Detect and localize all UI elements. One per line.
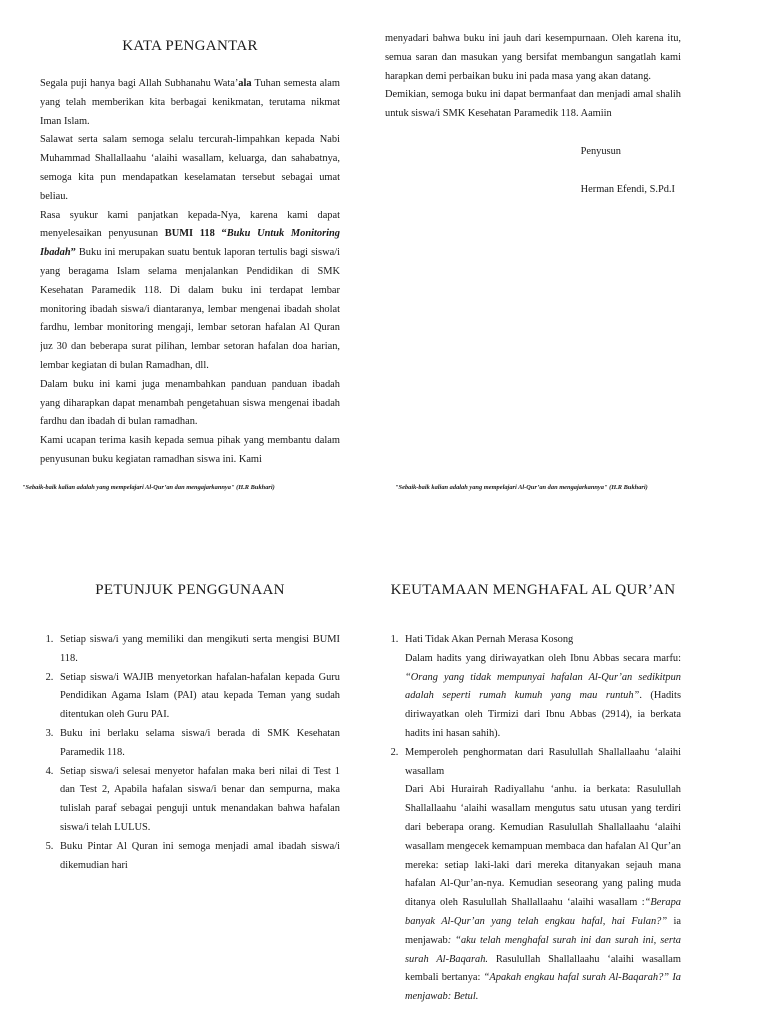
paragraph: menyadari bahwa buku ini jauh dari kesempurnaan. Oleh karena itu, semua saran dan masukan yang bersifat membangun sangatlah kami harapkan demi perbaikan buku ini pada masa yang akan datang. [385, 33, 681, 82]
list-item: 4. Setiap siswa/i selesai menyetor hafalan maka beri nilai di Test 1 dan Test 2, Apabila hafalan siswa/i benar dan sempurna, maka tulislah paraf sebagai penguji untuk menandakan bahwa hafalan siswa/i telah LULUS. [56, 763, 340, 838]
paragraph: Kami ucapan terima kasih kepada semua pihak yang membantu dalam penyusunan buku kegiatan ramadhan siswa ini. Kami [40, 435, 340, 465]
list-item: 2. Setiap siswa/i WAJIB menyetorkan hafalan-hafalan kepada Guru Pendidikan Agama Islam (PAI) atau kepada Teman yang sudah ditentukan oleh Guru PAI. [56, 669, 340, 725]
paragraph: Rasa syukur kami panjatkan kepada-Nya, karena kami dapat menyelesaikan penyusunan BUMI 118 “Buku Untuk Monitoring Ibadah” Buku ini merupakan suatu bentuk laporan tertulis bagi siswa/i yang beragama Islam selama menjalankan Pendidikan di SMK Kesehatan Paramedik 118. Di dalam buku ini terdapat lembar monitoring ibadah siswa/i diantaranya, lembar mengenai ibadah sholat fardhu, lembar monitoring mengaji, lembar setoran hafalan Al Quran juz 30 dan beberapa surat pilihan, lembar setoran hafalan doa harian, lembar kegiatan di bulan Ramadhan, dll. [40, 209, 340, 371]
page-petunjuk-penggunaan [40, 575, 340, 1015]
page-kata-pengantar [40, 30, 340, 500]
page-kata-pengantar-continued [385, 30, 681, 500]
paragraph: Demikian, semoga buku ini dapat bermanfaat dan menjadi amal shalih untuk siswa/i SMK Kesehatan Paramedik 118. Aamiin [385, 89, 681, 120]
page-keutamaan-menghafal [385, 575, 681, 1015]
list-item: 5. Buku Pintar Al Quran ini semoga menjadi amal ibadah siswa/i dikemudian hari [56, 838, 340, 876]
list-item: 1. Setiap siswa/i yang memiliki dan mengikuti serta mengisi BUMI 118. [56, 631, 340, 669]
signature-role: Penyusun [580, 145, 621, 157]
page-footer-quote: "Sebaik-baik kalian adalah yang mempelajari Al-Qur’an dan mengajarkannya" (H.R Bukhari) [395, 484, 648, 491]
page-title: PETUNJUK PENGGUNAAN [95, 582, 285, 598]
list-item-body: Dalam hadits yang diriwayatkan oleh Ibnu Abbas secara marfu: “Orang yang tidak mempunyai hafalan Al-Qur’an sedikitpun adalah seperti rumah kumuh yang mau runtuh”. (Hadits diriwayatkan oleh Tirmizi dari Ibnu Abbas (2914), ia berkata hadits ini hasan sahih). [405, 652, 681, 739]
list-item: 3. Buku ini berlaku selama siswa/i berada di SMK Kesehatan Paramedik 118. [56, 725, 340, 763]
virtues-list [385, 631, 681, 1007]
instructions-list [40, 631, 340, 875]
page-title: KEUTAMAAN MENGHAFAL AL QUR’AN [390, 582, 676, 598]
paragraph: Dalam buku ini kami juga menambahkan panduan panduan ibadah yang diharapkan dapat menambah pengetahuan siswa mengenai ibadah fardhu dan ibadah di bulan ramadhan. [40, 378, 340, 428]
list-item-title: 1. Hati Tidak Akan Pernah Merasa Kosong [405, 634, 574, 645]
list-item-title: 2. Memperoleh penghormatan dari Rasulullah Shallallaahu ‘alaihi wasallam [405, 746, 681, 777]
list-item-body: Dari Abi Hurairah Radiyallahu ‘anhu. ia berkata: Rasulullah Shallallaahu ‘alaihi wasallam mengutus satu utusan yang terdiri dari beberapa orang. Kemudian Rasulullah Shallallaahu ‘alaihi wasallam mengecek kemampuan membaca dan hafalan Al Qur’an mereka: setiap laki-laki dari mereka ditanyakan sejauh mana hafalan Al-Qur’an-nya. Kemudian seseorang yang paling muda ditanya oleh Rasulullah Shallallaahu ‘alaihi wasallam :“Berapa banyak Al-Qur’an yang telah engkau hafal, hai Fulan?” ia menjawab: “aku telah menghafal surah ini dan surah ini, serta surah Al-Baqarah. Rasulullah Shallallaahu ‘alaihi wasallam kembali bertanya: “Apakah engkau hafal surah Al-Baqarah?” Ia menjawab: Betul. [405, 784, 681, 1003]
foreword-body-continued [385, 30, 681, 124]
paragraph: Segala puji hanya bagi Allah Subhanahu Wata’ala Tuhan semesta alam yang telah memberikan kita berbagai kenikmatan, terutama nikmat Iman Islam. [40, 78, 340, 127]
paragraph: Salawat serta salam semoga selalu tercurah-limpahkan kepada Nabi Muhammad Shallallaahu ‘alaihi wasallam, keluarga, dan sahabatnya, semoga kita pun mendapatkan keselamatan tersebut sebagai umat beliau. [40, 134, 340, 202]
signature-name: Herman Efendi, S.Pd.I [580, 183, 675, 195]
list-item [401, 744, 681, 1007]
page-footer-quote: "Sebaik-baik kalian adalah yang mempelajari Al-Qur’an dan mengajarkannya" (H.R Bukhari) [22, 484, 275, 491]
page-title: KATA PENGANTAR [122, 38, 258, 54]
foreword-body [40, 75, 340, 470]
list-item [401, 631, 681, 744]
